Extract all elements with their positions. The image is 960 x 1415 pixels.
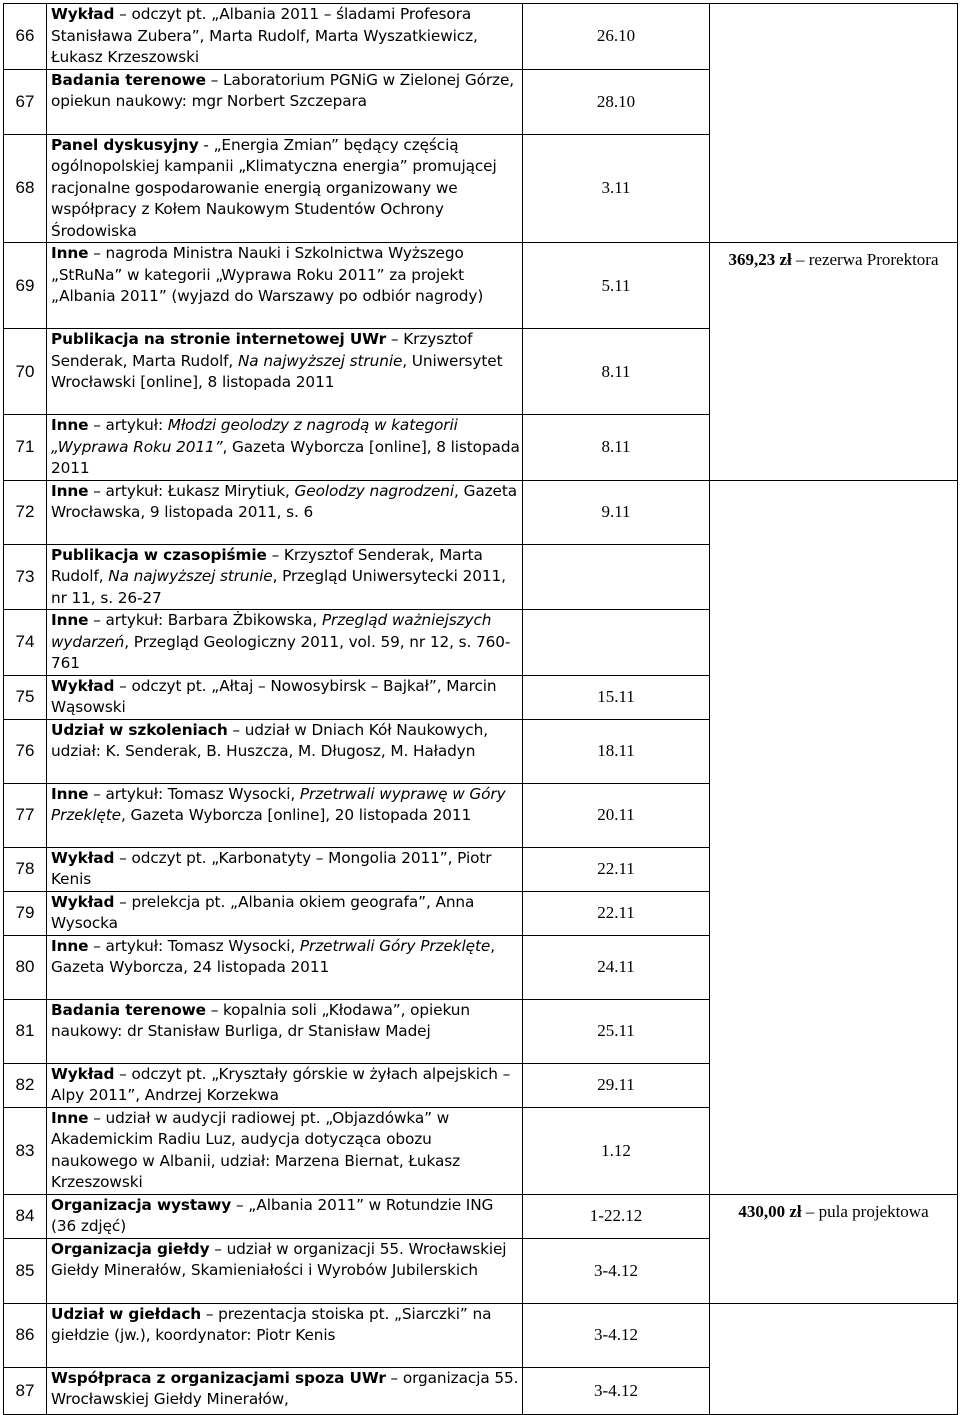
funding-cell bbox=[710, 243, 958, 481]
row-date bbox=[523, 544, 710, 610]
row-description bbox=[47, 847, 523, 891]
row-description bbox=[47, 480, 523, 544]
row-number: 69 bbox=[4, 243, 47, 329]
row-description bbox=[47, 544, 523, 610]
description-text: – prezentacja stoiska pt. „Siarczki” na giełdzie (jw.), koordynator: Piotr Kenis bbox=[51, 1304, 492, 1344]
table-row bbox=[4, 4, 958, 70]
row-number: 80 bbox=[4, 935, 47, 999]
title-italic: Na najwyższej strunie bbox=[108, 567, 273, 585]
description-text: – udział w Dniach Kół Naukowych, udział: K. Senderak, B. Huszcza, M. Długosz, M. Haładyn bbox=[51, 720, 488, 760]
row-date bbox=[523, 610, 710, 676]
row-number: 87 bbox=[4, 1367, 47, 1414]
row-date: 25.11 bbox=[523, 999, 710, 1063]
description-text: – udział w audycji radiowej pt. „Objazdówka” w Akademickim Radiu Luz, audycja dotycząca obozu naukowego w Albanii, udział: Marzena Biernat, Łukasz Krzeszowski bbox=[51, 1108, 461, 1191]
empty-funding-cell bbox=[710, 480, 958, 1194]
row-date: 1.12 bbox=[523, 1107, 710, 1194]
row-date: 8.11 bbox=[523, 415, 710, 481]
row-number: 83 bbox=[4, 1107, 47, 1194]
row-number: 71 bbox=[4, 415, 47, 481]
table-row bbox=[4, 1303, 958, 1367]
row-date: 24.11 bbox=[523, 935, 710, 999]
row-number: 76 bbox=[4, 719, 47, 783]
row-date: 3-4.12 bbox=[523, 1238, 710, 1303]
row-description bbox=[47, 675, 523, 719]
description-text: – prelekcja pt. „Albania okiem geografa”, Anna Wysocka bbox=[51, 892, 475, 932]
row-description bbox=[47, 891, 523, 935]
row-description bbox=[47, 4, 523, 70]
activity-type: Wykład bbox=[51, 5, 115, 23]
row-date: 22.11 bbox=[523, 891, 710, 935]
description-text: – artykuł: Tomasz Wysocki, bbox=[88, 784, 300, 803]
row-date: 3-4.12 bbox=[523, 1303, 710, 1367]
description-text: – organizacja 55. Wrocławskiej Giełdy Minerałów, bbox=[51, 1368, 519, 1408]
row-date: 20.11 bbox=[523, 783, 710, 847]
row-date: 29.11 bbox=[523, 1063, 710, 1107]
description-text: – artykuł: Łukasz Mirytiuk, bbox=[88, 481, 295, 500]
title-italic: Przegląd ważniejszych wydarzeń bbox=[51, 611, 492, 651]
title-italic: Na najwyższej strunie bbox=[237, 351, 403, 370]
description-text: , Przegląd Geologiczny 2011, vol. 59, nr 12, s. 760-761 bbox=[51, 632, 511, 672]
row-description bbox=[47, 1238, 523, 1303]
description-text: , Gazeta Wyborcza [online], 8 listopada 2011 bbox=[51, 437, 520, 477]
description-text: – odczyt pt. „Albania 2011 – śladami Profesora Stanisława Zubera”, Marta Rudolf, Marta Wyszatkiewicz, Łukasz Krzeszowski bbox=[51, 5, 478, 66]
title-italic: Przetrwali Góry Przeklęte bbox=[299, 936, 491, 955]
activity-type: Wykład bbox=[51, 676, 115, 695]
row-number: 84 bbox=[4, 1194, 47, 1238]
row-date: 18.11 bbox=[523, 719, 710, 783]
description-text: – Krzysztof Senderak, Marta Rudolf, bbox=[51, 330, 473, 370]
funding-source: – pula projektowa bbox=[801, 1201, 929, 1221]
row-date: 3-4.12 bbox=[523, 1367, 710, 1414]
row-number: 81 bbox=[4, 999, 47, 1063]
row-description bbox=[47, 69, 523, 134]
row-date: 28.10 bbox=[523, 69, 710, 134]
description-text: – Laboratorium PGNiG w Zielonej Górze, opiekun naukowy: mgr Norbert Szczepara bbox=[51, 70, 515, 110]
description-text: , Gazeta Wyborcza, 24 listopada 2011 bbox=[51, 936, 495, 976]
funding-amount: 430,00 zł bbox=[738, 1201, 802, 1221]
table-row bbox=[4, 1194, 958, 1238]
activity-type: Inne bbox=[51, 416, 89, 434]
row-date: 8.11 bbox=[523, 329, 710, 415]
row-number: 73 bbox=[4, 544, 47, 610]
row-date: 22.11 bbox=[523, 847, 710, 891]
activity-type: Publikacja na stronie internetowej UWr bbox=[51, 330, 387, 348]
row-number: 78 bbox=[4, 847, 47, 891]
description-text: – „Albania 2011” w Rotundzie ING (36 zdjęć) bbox=[51, 1195, 494, 1235]
row-date: 9.11 bbox=[523, 480, 710, 544]
row-description bbox=[47, 1303, 523, 1367]
row-date: 15.11 bbox=[523, 675, 710, 719]
row-number: 68 bbox=[4, 134, 47, 243]
description-text: , Gazeta Wyborcza [online], 20 listopada 2011 bbox=[120, 806, 472, 824]
row-number: 79 bbox=[4, 891, 47, 935]
activity-type: Publikacja w czasopiśmie bbox=[51, 545, 267, 564]
activity-type: Udział w szkoleniach bbox=[51, 720, 228, 739]
description-text: – Krzysztof Senderak, Marta Rudolf, bbox=[51, 545, 483, 585]
activity-type: Inne bbox=[51, 784, 89, 803]
description-text: , Przegląd Uniwersytecki 2011, nr 11, s. 26-27 bbox=[51, 567, 506, 607]
activity-type: Inne bbox=[51, 1108, 89, 1127]
row-description bbox=[47, 415, 523, 481]
row-description bbox=[47, 329, 523, 415]
row-number: 66 bbox=[4, 4, 47, 70]
row-date: 3.11 bbox=[523, 134, 710, 243]
activity-type: Badania terenowe bbox=[51, 1000, 206, 1019]
funding-cell bbox=[710, 1194, 958, 1303]
row-description bbox=[47, 243, 523, 329]
description-text: – artykuł: Tomasz Wysocki, bbox=[88, 936, 300, 955]
activity-type: Inne bbox=[51, 481, 89, 500]
title-italic: Młodzi geolodzy z nagrodą w kategorii „Wyprawa Roku 2011” bbox=[51, 416, 458, 456]
description-text: – nagroda Ministra Nauki i Szkolnictwa Wyższego „StRuNa” w kategorii „Wyprawa Roku 2011” za projekt „Albania 2011” (wyjazd do Warszawy po odbiór nagrody) bbox=[51, 244, 484, 305]
row-number: 67 bbox=[4, 69, 47, 134]
table-row bbox=[4, 243, 958, 329]
row-number: 77 bbox=[4, 783, 47, 847]
funding-source: – rezerwa Prorektora bbox=[791, 250, 939, 269]
description-text: , Gazeta Wrocławska, 9 listopada 2011, s. 6 bbox=[51, 481, 518, 521]
row-date: 5.11 bbox=[523, 243, 710, 329]
activity-table bbox=[3, 3, 958, 1415]
description-text: – odczyt pt. „Ałtaj – Nowosybirsk – Bajkał”, Marcin Wąsowski bbox=[51, 676, 497, 716]
row-description bbox=[47, 719, 523, 783]
row-number: 70 bbox=[4, 329, 47, 415]
empty-funding-cell bbox=[710, 1303, 958, 1414]
description-text: – udział w organizacji 55. Wrocławskiej Giełdy Minerałów, Skamieniałości i Wyrobów Jubilerskich bbox=[51, 1239, 507, 1279]
description-text: – odczyt pt. „Karbonatyty – Mongolia 2011”, Piotr Kenis bbox=[51, 848, 492, 888]
activity-table-wrapper bbox=[3, 3, 957, 1415]
activity-type: Inne bbox=[51, 611, 89, 629]
title-italic: Przetrwali wyprawę w Góry Przeklęte bbox=[51, 784, 506, 824]
row-number: 82 bbox=[4, 1063, 47, 1107]
row-number: 72 bbox=[4, 480, 47, 544]
activity-type: Udział w giełdach bbox=[51, 1304, 202, 1323]
row-description bbox=[47, 783, 523, 847]
row-date: 26.10 bbox=[523, 4, 710, 70]
description-text: – artykuł: Barbara Żbikowska, bbox=[88, 611, 322, 629]
activity-type: Inne bbox=[51, 936, 89, 955]
row-number: 75 bbox=[4, 675, 47, 719]
row-number: 74 bbox=[4, 610, 47, 676]
empty-funding-cell bbox=[710, 4, 958, 243]
activity-type: Badania terenowe bbox=[51, 70, 206, 89]
row-description bbox=[47, 1107, 523, 1194]
row-number: 86 bbox=[4, 1303, 47, 1367]
funding-amount: 369,23 zł bbox=[728, 250, 792, 269]
activity-type: Współpraca z organizacjami spoza UWr bbox=[51, 1368, 386, 1387]
activity-type: Wykład bbox=[51, 1064, 115, 1083]
row-number: 85 bbox=[4, 1238, 47, 1303]
row-description bbox=[47, 1194, 523, 1238]
description-text: – artykuł: bbox=[88, 416, 168, 434]
activity-type: Wykład bbox=[51, 892, 115, 911]
activity-type: Inne bbox=[51, 244, 89, 262]
description-text: – odczyt pt. „Kryształy górskie w żyłach alpejskich – Alpy 2011”, Andrzej Korzekwa bbox=[51, 1064, 511, 1104]
table-row bbox=[4, 480, 958, 544]
title-italic: Geolodzy nagrodzeni bbox=[294, 481, 455, 500]
description-text: – kopalnia soli „Kłodawa”, opiekun naukowy: dr Stanisław Burliga, dr Stanisław Madej bbox=[51, 1000, 470, 1040]
description-text: - „Energia Zmian” będący częścią ogólnopolskiej kampanii „Klimatyczna energia” promującej racjonalne gospodarowanie energią organizowany we współpracy z Kołem Naukowym Studentów Ochrony Środowiska bbox=[51, 135, 497, 240]
row-description bbox=[47, 610, 523, 676]
row-description bbox=[47, 134, 523, 243]
row-description bbox=[47, 1063, 523, 1107]
row-description bbox=[47, 999, 523, 1063]
activity-type: Organizacja giełdy bbox=[51, 1239, 210, 1258]
row-date: 1-22.12 bbox=[523, 1194, 710, 1238]
activity-type: Panel dyskusyjny bbox=[51, 135, 199, 154]
activity-type: Wykład bbox=[51, 848, 115, 867]
row-description bbox=[47, 935, 523, 999]
description-text: , Uniwersytet Wrocławski [online], 8 listopada 2011 bbox=[51, 351, 503, 391]
activity-type: Organizacja wystawy bbox=[51, 1195, 232, 1214]
